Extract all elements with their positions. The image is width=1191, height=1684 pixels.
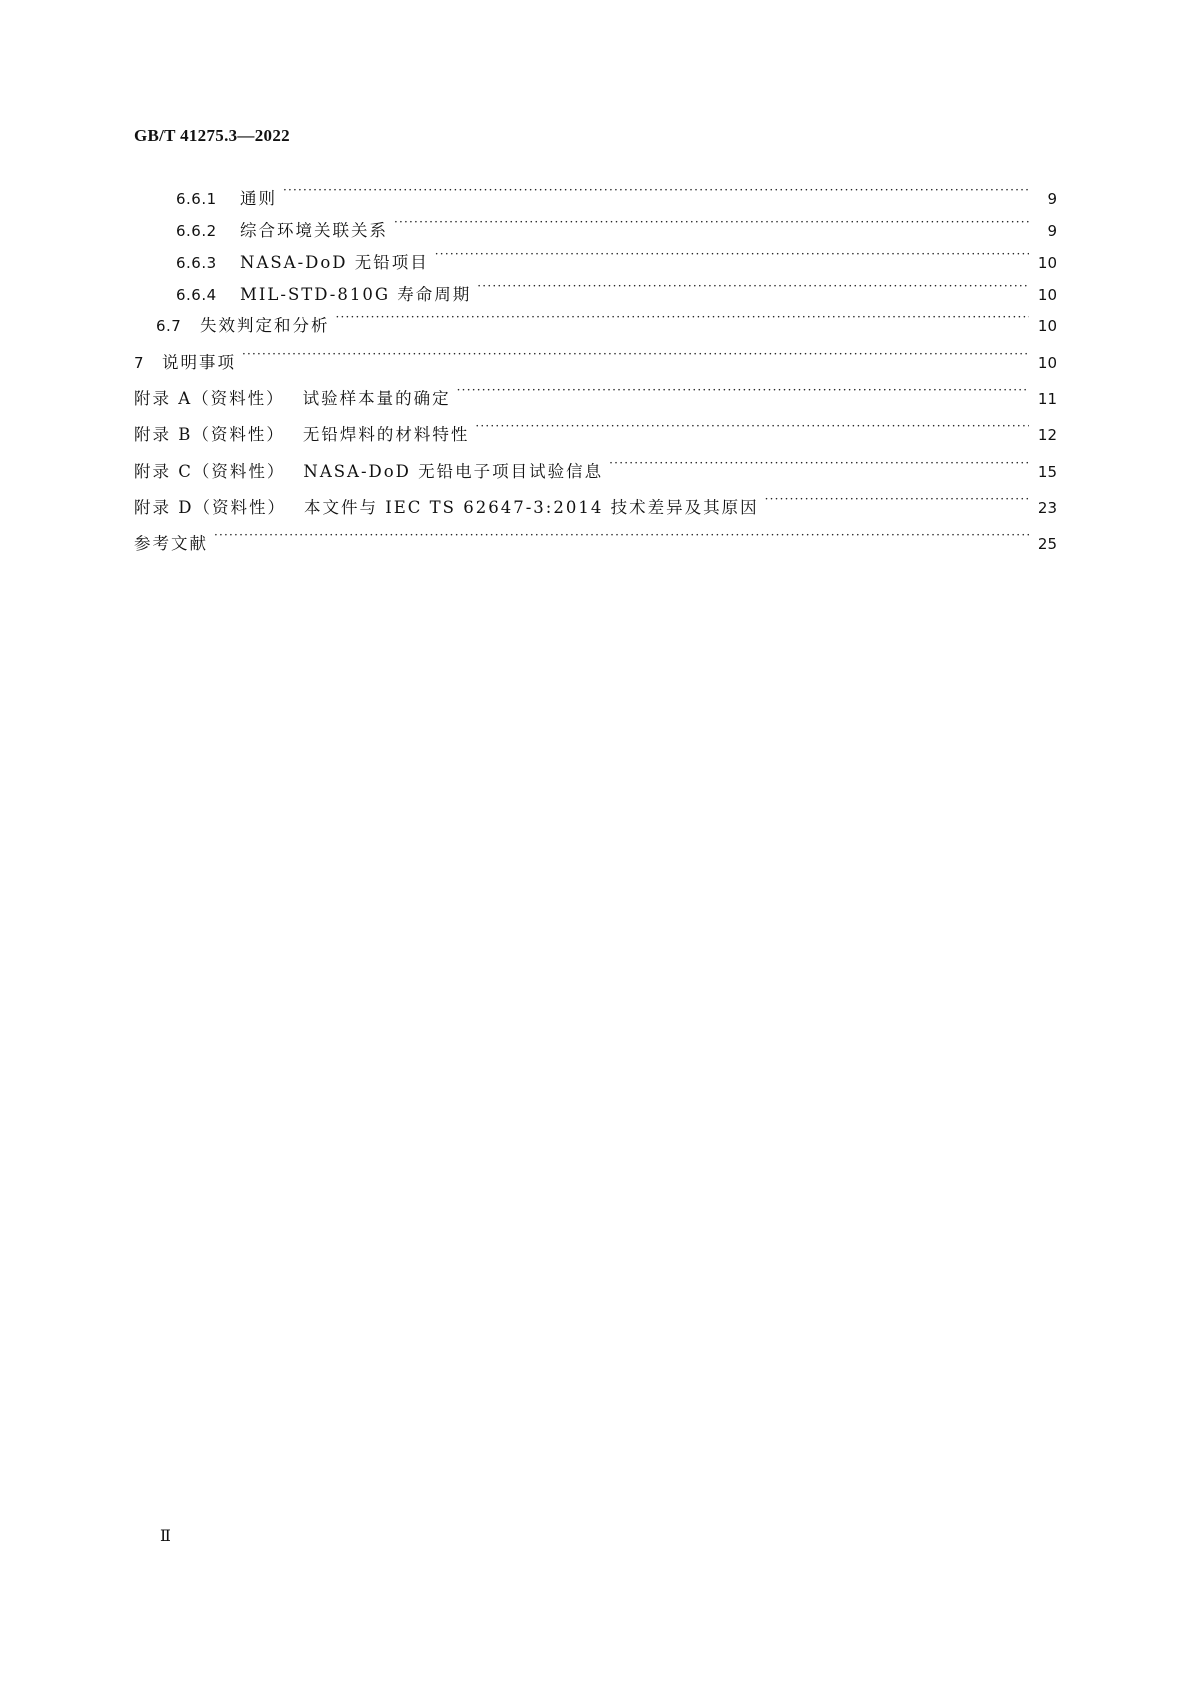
dot-leader xyxy=(609,455,1029,477)
toc-entry-title: 失效判定和分析 xyxy=(200,316,330,335)
dot-leader xyxy=(242,346,1029,368)
toc-entry-number: 6.6.2 xyxy=(176,222,217,240)
toc-entry-number: 7 xyxy=(134,354,145,372)
appendix-label: 附录 B（资料性） xyxy=(134,425,285,444)
toc-entry-title: 本文件与 IEC TS 62647-3:2014 技术差异及其原因 xyxy=(303,498,759,517)
toc-entry[interactable] xyxy=(176,278,1057,304)
toc-entry-title: 综合环境关联关系 xyxy=(240,221,388,240)
toc-entry-number: 6.6.4 xyxy=(176,286,217,304)
appendix-label: 附录 A（资料性） xyxy=(134,389,285,408)
toc-entry-appendix[interactable] xyxy=(134,418,1057,444)
dot-leader xyxy=(283,182,1029,204)
toc-entry-page: 11 xyxy=(1037,390,1057,408)
toc-entry-page: 10 xyxy=(1037,317,1057,335)
dot-leader xyxy=(477,278,1029,300)
appendix-label: 附录 C（资料性） xyxy=(134,462,286,481)
toc-entry-title: NASA-DoD 无铅电子项目试验信息 xyxy=(303,462,604,481)
toc-entry[interactable] xyxy=(176,182,1057,208)
toc-entry[interactable] xyxy=(176,214,1057,240)
toc-entry-title: 试验样本量的确定 xyxy=(302,389,451,408)
dot-leader xyxy=(336,309,1030,331)
toc-entry-page: 10 xyxy=(1037,254,1057,272)
dot-leader xyxy=(214,527,1029,549)
toc-entry-appendix[interactable] xyxy=(134,491,1057,517)
dot-leader xyxy=(394,214,1029,236)
toc-entry-title: 无铅焊料的材料特性 xyxy=(302,425,470,444)
dot-leader xyxy=(457,382,1029,404)
toc-entry[interactable] xyxy=(176,246,1057,272)
dot-leader xyxy=(435,246,1029,268)
toc-entry-references[interactable] xyxy=(134,527,1057,553)
page-number: Ⅱ xyxy=(160,1528,171,1545)
standard-code: GB/T 41275.3—2022 xyxy=(134,126,290,145)
toc-entry-page: 23 xyxy=(1037,499,1057,517)
toc-entry-title: MIL-STD-810G 寿命周期 xyxy=(240,285,472,304)
toc-entry[interactable] xyxy=(134,346,1057,372)
toc-entry-number: 6.7 xyxy=(156,317,182,335)
toc-entry-page: 9 xyxy=(1047,190,1057,208)
toc-entry-appendix[interactable] xyxy=(134,455,1057,481)
toc-entry[interactable] xyxy=(156,309,1057,335)
toc-entry-appendix[interactable] xyxy=(134,382,1057,408)
toc-entry-number: 6.6.3 xyxy=(176,254,217,272)
toc-entry-number: 6.6.1 xyxy=(176,190,217,208)
appendix-label: 附录 D（资料性） xyxy=(134,498,286,517)
toc-entry-page: 9 xyxy=(1047,222,1057,240)
toc-entry-title: 通则 xyxy=(240,189,277,208)
toc-entry-page: 10 xyxy=(1037,286,1057,304)
toc-entry-page: 12 xyxy=(1037,426,1057,444)
toc-entry-title: NASA-DoD 无铅项目 xyxy=(240,253,429,272)
dot-leader xyxy=(765,491,1029,513)
toc-entry-page: 15 xyxy=(1037,463,1057,481)
toc-entry-page: 25 xyxy=(1037,535,1057,553)
toc-entry-title: 说明事项 xyxy=(162,353,236,372)
toc-entry-page: 10 xyxy=(1037,354,1057,372)
dot-leader xyxy=(475,418,1029,440)
toc-entry-title: 参考文献 xyxy=(134,534,208,553)
